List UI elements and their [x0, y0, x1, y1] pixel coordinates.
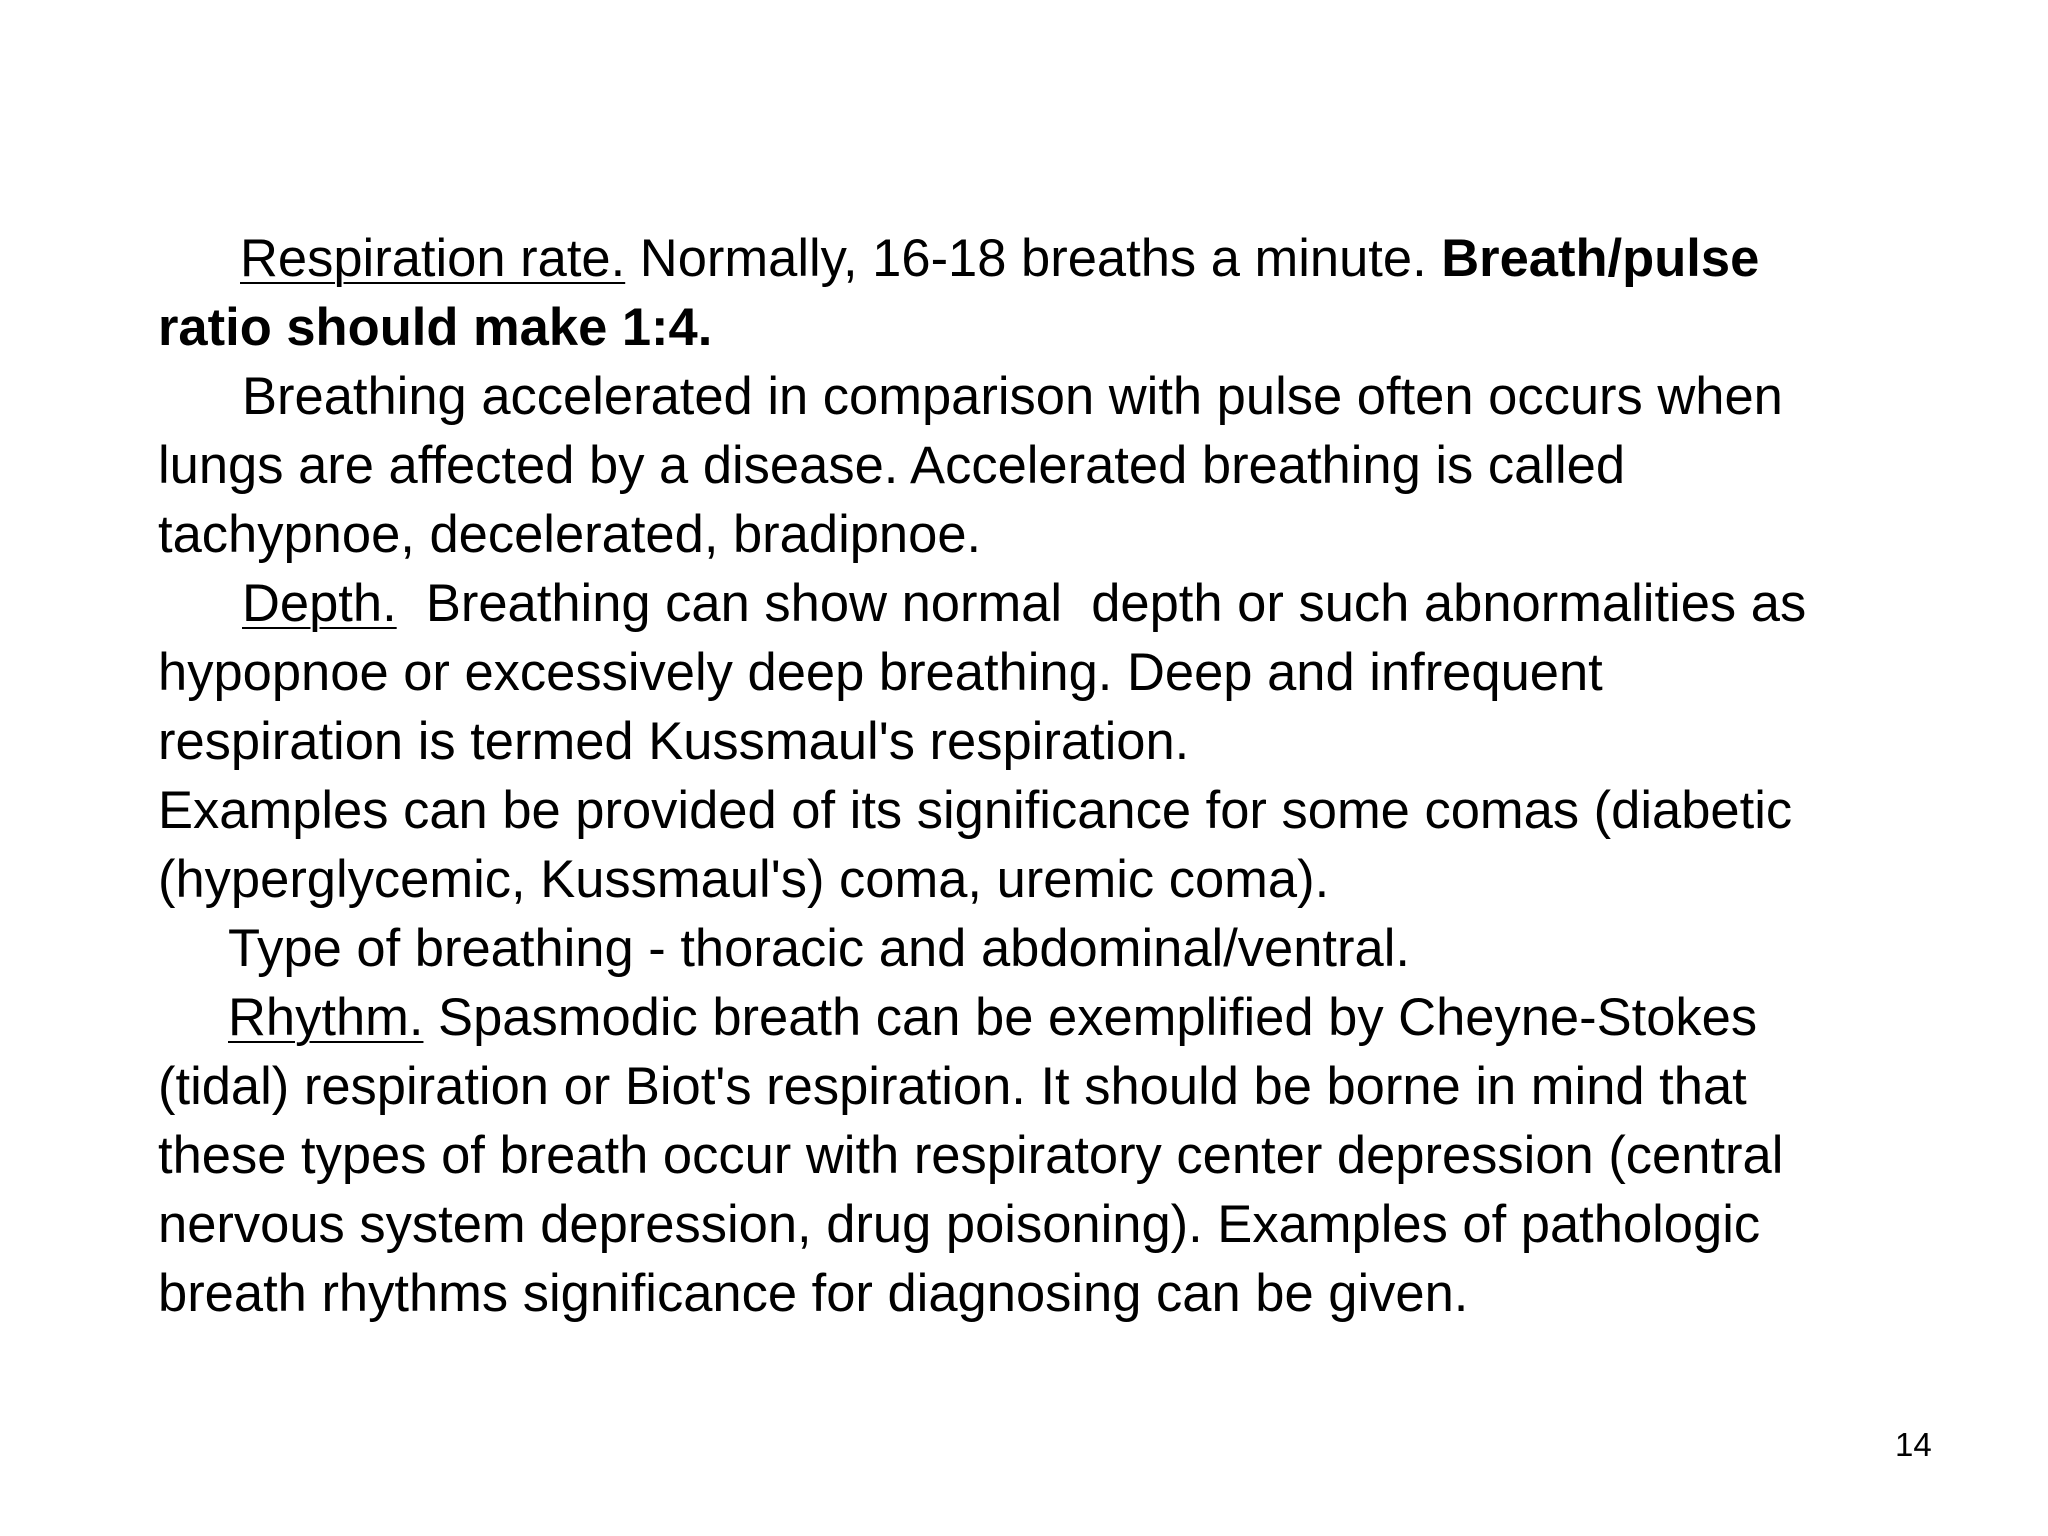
coma-examples-text-2: (hyperglycemic, Kussmaul's) coma, uremic coma). [158, 850, 1330, 909]
page-number: 14 [1895, 1426, 1932, 1463]
type-of-breathing-text: Type of breathing - thoracic and abdominal/ventral. [228, 919, 1410, 978]
rhythm-text-3: these types of breath occur with respiratory center depression (central [158, 1126, 1784, 1185]
rhythm-text-5: breath rhythms significance for diagnosing can be given. [158, 1264, 1469, 1323]
depth-text-3: respiration is termed Kussmaul's respiration. [158, 712, 1190, 771]
breath-pulse-ratio-bold: Breath/pulse [1441, 229, 1760, 288]
respiration-rate-text: Normally, 16-18 breaths a minute. [625, 229, 1442, 288]
breath-pulse-ratio-bold-cont: ratio should make 1:4. [158, 298, 713, 357]
text-line [158, 983, 1958, 1052]
text-line [158, 1190, 1958, 1259]
text-line [158, 1121, 1958, 1190]
text-line [158, 362, 1958, 431]
text-line [158, 638, 1958, 707]
text-line [158, 569, 1958, 638]
text-line [158, 914, 1958, 983]
text-line [158, 776, 1958, 845]
rhythm-text-4: nervous system depression, drug poisoning). Examples of pathologic [158, 1195, 1761, 1254]
text-line [158, 431, 1958, 500]
depth-heading: Depth. [242, 574, 397, 633]
depth-text: Breathing can show normal depth or such abnormalities as [396, 574, 1807, 633]
text-line [158, 1052, 1958, 1121]
coma-examples-text: Examples can be provided of its significance for some comas (diabetic [158, 781, 1793, 840]
accelerated-breathing-text-2: lungs are affected by a disease. Accelerated breathing is called [158, 436, 1626, 495]
rhythm-heading: Rhythm. [228, 988, 424, 1047]
accelerated-breathing-text-3: tachypnoe, decelerated, bradipnoe. [158, 505, 982, 564]
slide-body-text [158, 224, 1958, 1328]
text-line [158, 500, 1958, 569]
text-line [158, 707, 1958, 776]
text-line [158, 1259, 1958, 1328]
rhythm-text-2: (tidal) respiration or Biot's respiration. It should be borne in mind that [158, 1057, 1747, 1116]
depth-text-2: hypopnoe or excessively deep breathing. Deep and infrequent [158, 643, 1603, 702]
text-line [158, 845, 1958, 914]
respiration-rate-heading: Respiration rate. [240, 229, 626, 288]
text-line [158, 293, 1958, 362]
text-line [158, 224, 1958, 293]
accelerated-breathing-text: Breathing accelerated in comparison with pulse often occurs when [242, 367, 1783, 426]
rhythm-text: Spasmodic breath can be exemplified by Cheyne-Stokes [423, 988, 1758, 1047]
